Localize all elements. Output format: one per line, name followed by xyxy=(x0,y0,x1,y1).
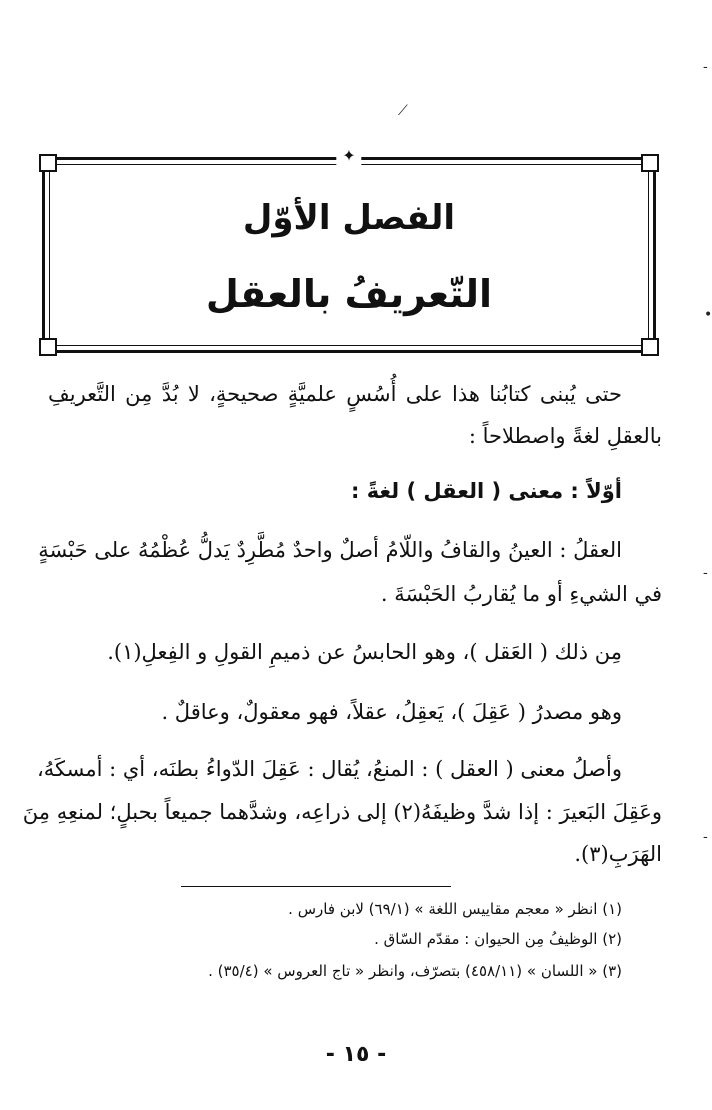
chapter-label: الفصل الأوّل xyxy=(242,198,456,238)
footnote: (٢) الوظيفُ مِن الحيوان : مقدّم السّاق . xyxy=(374,930,622,948)
body-line: وعَقِلَ البَعيرَ : إذا شدَّ وظيفَهُ(٢) إلى ذراعِه، وشدَّهما جميعاً بحبلٍ؛ لمنعِهِ مِنَ xyxy=(22,800,662,824)
body-line: في الشيءِ أو ما يُقاربُ الحَبْسَةَ . xyxy=(380,582,662,606)
body-line: وهو مصدرُ ( عَقِلَ )، يَعقِلُ، عقلاً، فهو معقولٌ، وعاقلٌ . xyxy=(161,700,622,724)
edge-mark: - xyxy=(703,565,708,581)
frame-corner-ornament xyxy=(39,338,57,356)
edge-dot: • xyxy=(704,307,712,323)
body-line: العقلُ : العينُ والقافُ واللّامُ أصلٌ واحدٌ مُطَّرِدٌ يَدلُّ عُظْمُهُ على حَبْسَةٍ xyxy=(38,538,622,562)
footnote: (١) انظر « معجم مقاييس اللغة » (٦٩/١) لابن فارس . xyxy=(288,900,622,918)
section-heading: أوّلاً : معنى ( العقل ) لغةً : xyxy=(350,479,622,503)
body-line: الهَرَبِ(٣). xyxy=(574,842,662,866)
body-line: مِن ذلك ( العَقل )، وهو الحابسُ عن ذميمِ القولِ و الفِعلِ(١). xyxy=(107,640,622,664)
edge-mark: - xyxy=(703,829,708,845)
ink-mark: ⟍ xyxy=(398,103,408,119)
edge-mark: - xyxy=(703,59,708,75)
frame-corner-ornament xyxy=(641,154,659,172)
body-line: حتى يُبنى كتابُنا هذا على أُسُسٍ علميَّةٍ صحيحةٍ، لا بُدَّ مِن التَّعريفِ xyxy=(48,382,622,406)
page-number: - ١٥ - xyxy=(325,1042,387,1067)
chapter-frame xyxy=(42,146,656,353)
frame-corner-ornament xyxy=(39,154,57,172)
frame-top-ornament: ✦ xyxy=(336,146,361,165)
footnote: (٣) « اللسان » (٤٥٨/١١) بتصرّف، وانظر « تاج العروس » (٣٥/٤) . xyxy=(208,962,622,980)
body-line: وأصلُ معنى ( العقل ) : المنعُ، يُقال : عَقِلَ الدّواءُ بطنَه، أي : أمسكَهُ، xyxy=(36,757,622,781)
frame-corner-ornament xyxy=(641,338,659,356)
chapter-title: التّعريفُ بالعقل xyxy=(205,272,493,316)
body-line: بالعقلِ لغةً واصطلاحاً : xyxy=(468,424,662,448)
footnote-separator xyxy=(181,886,451,887)
